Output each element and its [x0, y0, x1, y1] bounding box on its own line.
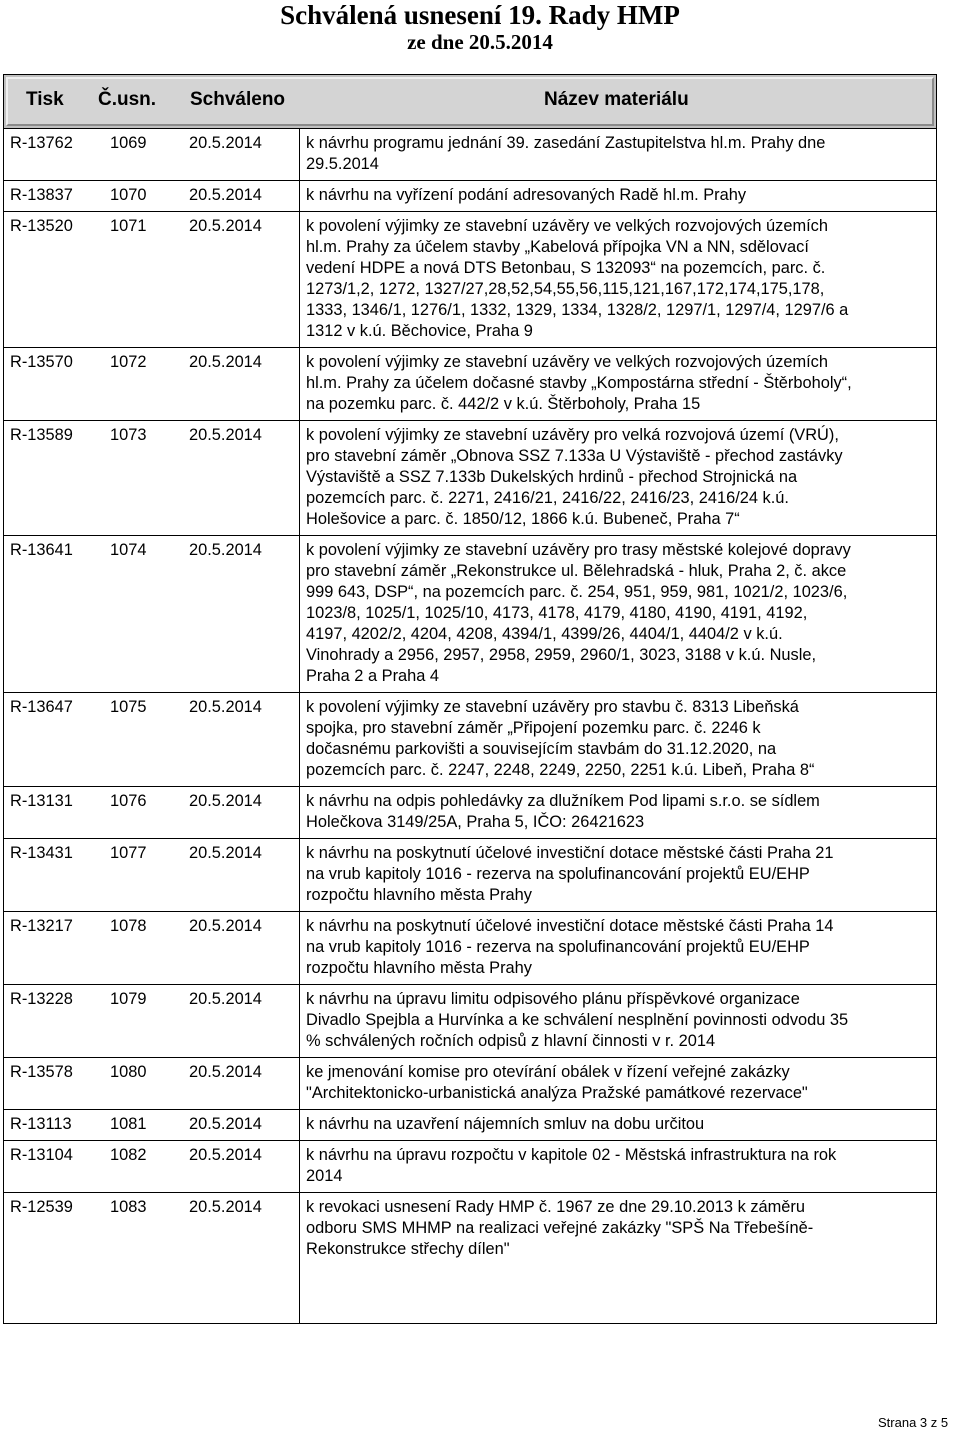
cell-date: 20.5.2014 — [189, 844, 262, 862]
cell-tisk: R-13228 — [10, 990, 73, 1008]
cell-name: k povolení výjimky ze stavební uzávěry pro velká rozvojová území (VRÚ), pro stavební záměr „Obnova SSZ 7.133a U Výstaviště - přechod zastávky Výstaviště a SSZ 7.133b Dukelských hrdinů - přechod Strojnická na pozemcích parc. č. 2271, 2416/21, 2416/22, 2416/23, 2416/24 k.ú. Holešovice a parc. č. 1850/12, 1866 k.ú. Bubeneč, Praha 7“ — [306, 426, 843, 528]
cell-name: k revokaci usnesení Rady HMP č. 1967 ze dne 29.10.2013 k záměru odboru SMS MHMP na realizaci veřejné zakázky "SPŠ Na Třebešíně- Rekonstrukce střechy dílen" — [306, 1198, 814, 1258]
table-row — [4, 181, 936, 212]
cell-name: k návrhu na úpravu rozpočtu v kapitole 02 - Městská infrastruktura na rok 2014 — [306, 1146, 837, 1185]
table-row — [4, 1110, 936, 1141]
table-row — [4, 348, 936, 421]
cell-usn: 1081 — [110, 1115, 147, 1133]
table-row — [4, 985, 936, 1058]
table-row — [4, 1193, 936, 1265]
cell-usn: 1078 — [110, 917, 147, 935]
cell-name: k povolení výjimky ze stavební uzávěry ve velkých rozvojových územích hl.m. Prahy za účelem stavby „Kabelová přípojka VN a NN, sdělovací vedení HDPE a nová DTS Betonbau, S 132093“ na pozemcích, parc. č. 1273/1,2, 1272, 1327/27,28,52,54,55,56,115,121,167,172,174,175,178, 1333, 1346/1, 1276/1, 1332, 1329, 1334, 1328/2, 1297/1, 1297/4, 1297/6 a 1312 v k.ú. Běchovice, Praha 9 — [306, 217, 849, 340]
cell-name: k návrhu na odpis pohledávky za dlužníkem Pod lipami s.r.o. se sídlem Holečkova 3149/25A, Praha 5, IČO: 26421623 — [306, 792, 820, 831]
header-schvaleno: Schváleno — [190, 89, 286, 110]
cell-usn: 1073 — [110, 426, 147, 444]
cell-name: k návrhu na vyřízení podání adresovaných Radě hl.m. Prahy — [306, 186, 747, 204]
cell-tisk: R-13520 — [10, 217, 73, 235]
cell-tisk: R-13104 — [10, 1146, 73, 1164]
table-row — [4, 421, 936, 536]
cell-name: k povolení výjimky ze stavební uzávěry ve velkých rozvojových územích hl.m. Prahy za účelem dočasné stavby „Kompostárna střední - Štěrboholy“, na pozemku parc. č. 442/2 v k.ú. Štěrboholy, Praha 15 — [306, 353, 852, 413]
cell-name: k návrhu na uzavření nájemních smluv na dobu určitou — [306, 1115, 705, 1133]
resolutions-table — [3, 74, 937, 1324]
table-row — [4, 1141, 936, 1193]
table-row — [4, 787, 936, 839]
cell-date: 20.5.2014 — [189, 217, 262, 235]
table-row — [4, 536, 936, 693]
cell-date: 20.5.2014 — [189, 1115, 262, 1133]
cell-tisk: R-13578 — [10, 1063, 73, 1081]
cell-tisk: R-12539 — [10, 1198, 73, 1216]
cell-usn: 1070 — [110, 186, 147, 204]
cell-date: 20.5.2014 — [189, 1198, 262, 1216]
cell-usn: 1077 — [110, 844, 147, 862]
page-subtitle: ze dne 20.5.2014 — [407, 30, 553, 54]
cell-date: 20.5.2014 — [189, 1063, 262, 1081]
table-row — [4, 212, 936, 348]
cell-tisk: R-13641 — [10, 541, 73, 559]
table-row — [4, 1058, 936, 1110]
cell-date: 20.5.2014 — [189, 698, 262, 716]
cell-usn: 1074 — [110, 541, 147, 559]
cell-date: 20.5.2014 — [189, 990, 262, 1008]
cell-name: ke jmenování komise pro otevírání obálek v řízení veřejné zakázky "Architektonicko-urbanistická analýza Pražské památkové rezervace" — [306, 1063, 808, 1102]
cell-usn: 1071 — [110, 217, 147, 235]
cell-date: 20.5.2014 — [189, 792, 262, 810]
cell-date: 20.5.2014 — [189, 541, 262, 559]
cell-name: k návrhu programu jednání 39. zasedání Zastupitelstva hl.m. Prahy dne 29.5.2014 — [306, 134, 826, 173]
table-row — [4, 839, 936, 912]
cell-tisk: R-13837 — [10, 186, 73, 204]
table-body — [4, 129, 936, 1265]
header-nazev: Název materiálu — [544, 89, 689, 110]
cell-usn: 1082 — [110, 1146, 147, 1164]
cell-date: 20.5.2014 — [189, 1146, 262, 1164]
cell-usn: 1069 — [110, 134, 147, 152]
table-row — [4, 912, 936, 985]
cell-usn: 1080 — [110, 1063, 147, 1081]
cell-name: k povolení výjimky ze stavební uzávěry pro stavbu č. 8313 Libeňská spojka, pro stavební záměr „Připojení pozemku parc. č. 2246 k dočasnému parkovišti a souvisejícím stavbám do 31.12.2020, na pozemcích parc. č. 2247, 2248, 2249, 2250, 2251 k.ú. Libeň, Praha 8“ — [306, 698, 815, 779]
cell-usn: 1083 — [110, 1198, 147, 1216]
cell-date: 20.5.2014 — [189, 186, 262, 204]
cell-usn: 1079 — [110, 990, 147, 1008]
cell-tisk: R-13113 — [10, 1115, 72, 1133]
header-tisk: Tisk — [26, 89, 64, 110]
cell-date: 20.5.2014 — [189, 426, 262, 444]
cell-usn: 1076 — [110, 792, 147, 810]
cell-usn: 1075 — [110, 698, 147, 716]
cell-name: k návrhu na poskytnutí účelové investiční dotace městské části Praha 21 na vrub kapitoly 1016 - rezerva na spolufinancování projektů EU/EHP rozpočtu hlavního města Prahy — [306, 844, 834, 904]
page-number: Strana 3 z 5 — [878, 1415, 949, 1430]
cell-tisk: R-13431 — [10, 844, 73, 862]
table-row — [4, 129, 936, 181]
table-header — [4, 75, 936, 129]
cell-tisk: R-13217 — [10, 917, 73, 935]
cell-date: 20.5.2014 — [189, 353, 262, 371]
cell-tisk: R-13589 — [10, 426, 73, 444]
page-title: Schválená usnesení 19. Rady HMP — [280, 0, 680, 30]
cell-tisk: R-13647 — [10, 698, 73, 716]
cell-name: k povolení výjimky ze stavební uzávěry pro trasy městské kolejové dopravy pro stavební záměr „Rekonstrukce ul. Bělehradská - hluk, Praha 2, č. akce 999 643, DSP“, na pozemcích parc. č. 254, 951, 959, 981, 1021/2, 1023/6, 1023/8, 1025/1, 1025/10, 4173, 4178, 4179, 4180, 4190, 4191, 4192, 4197, 4202/2, 4204, 4208, 4394/1, 4399/26, 4404/1, 4404/2 v k.ú. Vinohrady a 2956, 2957, 2958, 2959, 2960/1, 3023, 3188 v k.ú. Nusle, Praha 2 a Praha 4 — [306, 541, 851, 685]
cell-tisk: R-13131 — [10, 792, 73, 810]
cell-tisk: R-13762 — [10, 134, 73, 152]
cell-name: k návrhu na úpravu limitu odpisového plánu příspěvkové organizace Divadlo Spejbla a Hurvínka a ke schválení nesplnění povinnosti odvodu 35 % schválených ročních odpisů z hlavní činnosti v r. 2014 — [306, 990, 849, 1050]
cell-tisk: R-13570 — [10, 353, 73, 371]
cell-date: 20.5.2014 — [189, 134, 262, 152]
cell-usn: 1072 — [110, 353, 147, 371]
cell-name: k návrhu na poskytnutí účelové investiční dotace městské části Praha 14 na vrub kapitoly 1016 - rezerva na spolufinancování projektů EU/EHP rozpočtu hlavního města Prahy — [306, 917, 834, 977]
table-row — [4, 693, 936, 787]
cell-date: 20.5.2014 — [189, 917, 262, 935]
header-usn: Č.usn. — [98, 89, 157, 110]
